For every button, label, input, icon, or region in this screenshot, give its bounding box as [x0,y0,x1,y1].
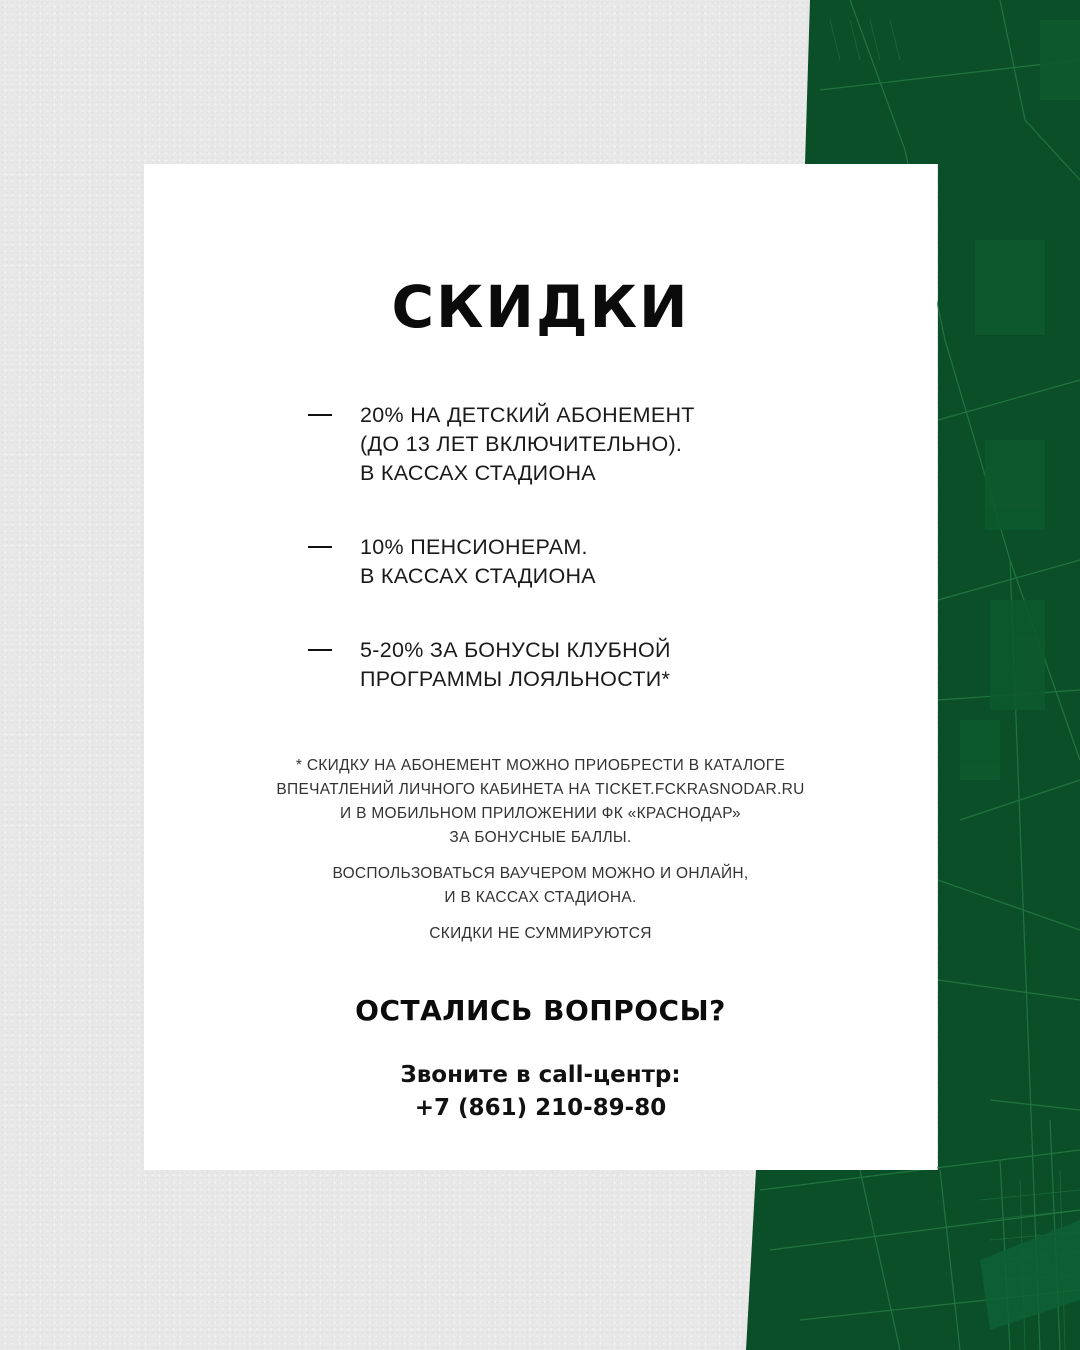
discounts-card [144,164,937,1170]
footnote-voucher-usage: ВОСПОЛЬЗОВАТЬСЯ ВАУЧЕРОМ МОЖНО И ОНЛАЙН, И В КАССАХ СТАДИОНА. [332,865,749,906]
phone-number[interactable]: +7 (861) 210-89-80 [414,1095,667,1121]
footnote-no-summation: СКИДКИ НЕ СУММИРУЮТСЯ [429,925,652,942]
questions-heading: ОСТАЛИСЬ ВОПРОСЫ? [355,994,726,1027]
card-title: СКИДКИ [391,273,690,341]
dash-icon [308,546,332,548]
call-center-label: Звоните в call-центр: [400,1062,681,1088]
discount-item-text: 10% ПЕНСИОНЕРАМ. В КАССАХ СТАДИОНА [360,535,596,588]
footnote-voucher-info: * СКИДКУ НА АБОНЕМЕНТ МОЖНО ПРИОБРЕСТИ В КАТАЛОГЕ ВПЕЧАТЛЕНИЙ ЛИЧНОГО КАБИНЕТА НА TICKET.FCKRASNODAR.RU И В МОБИЛЬНОМ ПРИЛОЖЕНИИ ФК «КРАСНОДАР» ЗА БОНУСНЫЕ БАЛЛЫ. [276,757,805,846]
dash-icon [308,649,332,651]
discount-item-text: 5-20% ЗА БОНУСЫ КЛУБНОЙ ПРОГРАММЫ ЛОЯЛЬНОСТИ* [360,638,671,691]
dash-icon [308,414,332,416]
discount-item-text: 20% НА ДЕТСКИЙ АБОНЕМЕНТ (ДО 13 ЛЕТ ВКЛЮЧИТЕЛЬНО). В КАССАХ СТАДИОНА [360,403,695,485]
